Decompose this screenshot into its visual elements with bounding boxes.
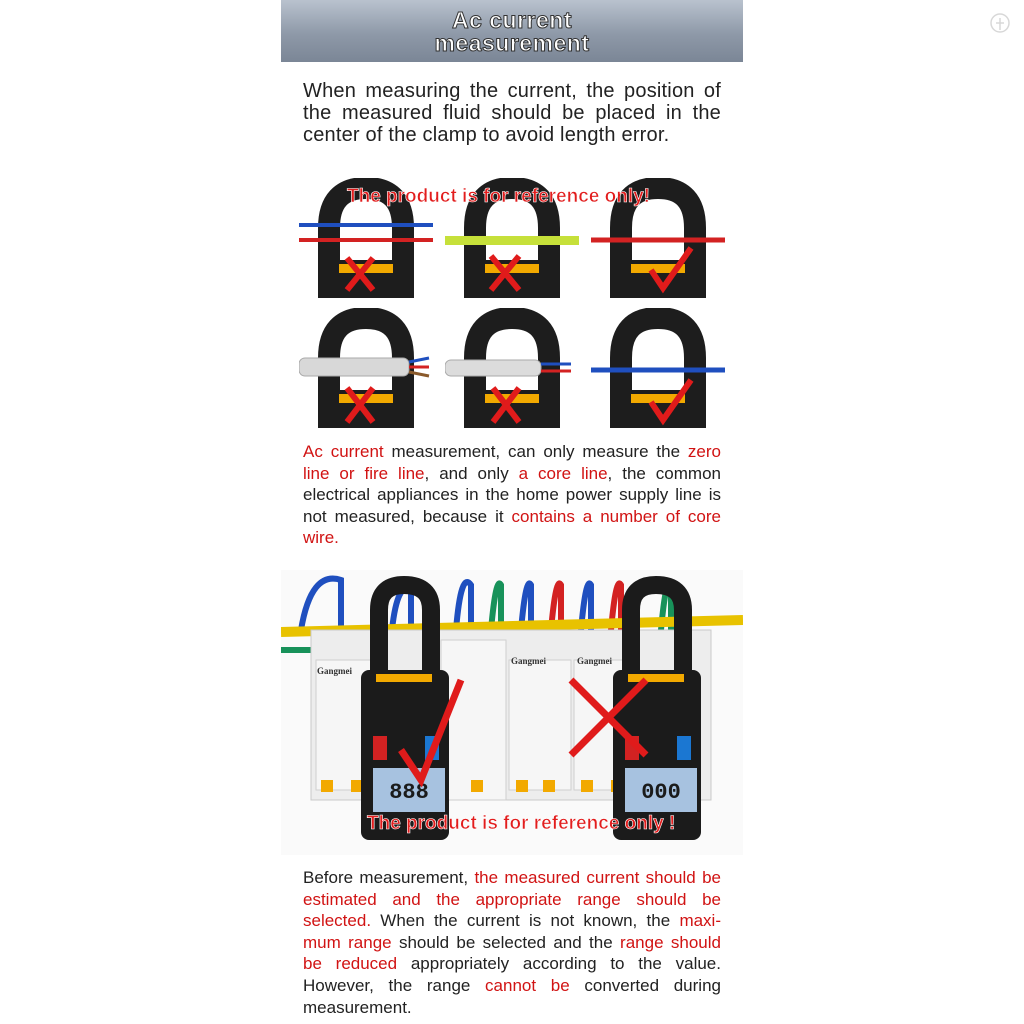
text-highlight: zero line or fire line — [303, 442, 721, 483]
text-highlight: cannot be — [485, 975, 570, 995]
text-span: appropriately according to the value. However, the range — [303, 954, 721, 995]
text-span: , the common electrical appliances in the home power supply line is not measured, because it — [303, 463, 721, 526]
breaker-brand-label: Gangmei — [577, 656, 612, 666]
reference-note-bottom: The product is for reference only ! — [367, 813, 676, 834]
text-highlight: contains a number of core wire. — [303, 506, 721, 548]
section-banner — [281, 0, 743, 62]
meter-display-value: 000 — [641, 780, 681, 805]
breaker-brand-label: Gangmei — [511, 656, 546, 666]
product-page — [281, 0, 743, 1024]
reference-note-top: The product is for reference only! — [347, 186, 650, 207]
text-highlight: the measured current should be estimated and the appropriate range should be selected. — [303, 868, 721, 931]
banner-title-line1: Ac current — [451, 7, 573, 33]
watermark-logo-icon — [983, 8, 1017, 42]
clamp-position-grid — [299, 178, 725, 428]
clamp-diagram-multicore-cable — [299, 308, 433, 428]
text-span: measurement, can only measure the — [383, 442, 688, 461]
meter-display-value: 888 — [389, 780, 429, 805]
intro-paragraph: When measuring the current, the position of the measured fluid should be placed in the center of the clamp to avoid length error. — [303, 80, 721, 146]
text-span: converted during measurement. — [303, 975, 721, 1017]
text-span: Before measurement, — [303, 868, 475, 887]
banner-title-line2: measurement — [434, 30, 590, 56]
text-span: , and only — [424, 463, 519, 483]
text-highlight: maxi-mum range — [303, 911, 721, 952]
breaker-brand-label: Gangmei — [317, 666, 352, 676]
clamp-diagram-single-blue-wire — [591, 308, 725, 428]
ac-measurement-paragraph — [303, 441, 721, 549]
text-span: should be selected and the — [391, 932, 621, 952]
clamp-diagram-two-core-cable — [445, 308, 579, 428]
text-highlight: Ac current — [303, 442, 384, 461]
text-highlight: range should be reduced — [303, 932, 721, 974]
text-highlight: a core line — [518, 463, 608, 483]
range-selection-paragraph — [303, 867, 721, 1018]
text-span: When the current is not known, the — [371, 911, 680, 931]
